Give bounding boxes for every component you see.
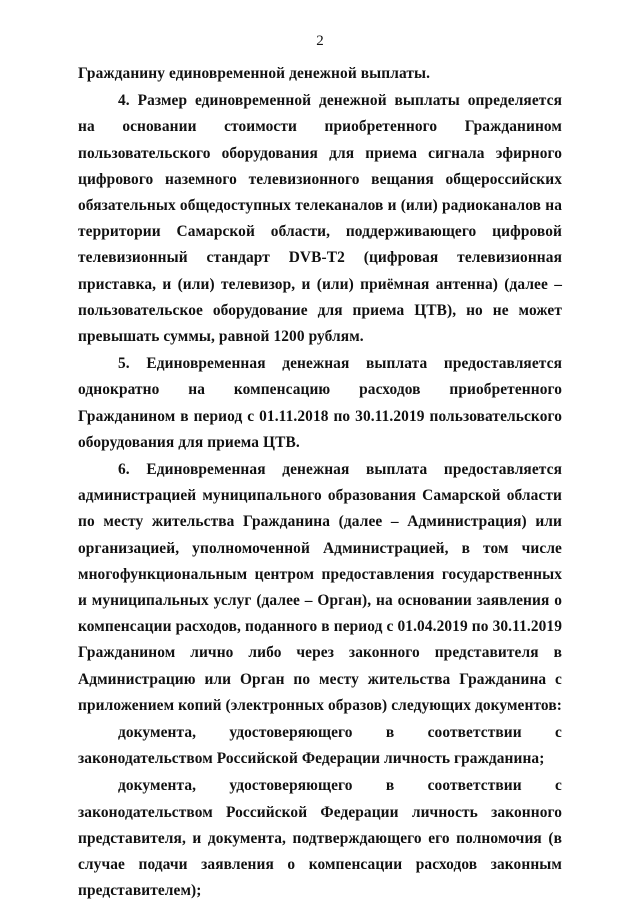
document-list-item-representative-id: документа, удостоверяющего в соответствии с законодательством Российской Федерации личность законного представителя, и документа, подтверждающего его полномочия (в случае подачи заявления о компенсации расходов законным представителем); — [78, 777, 562, 900]
document-body — [78, 61, 562, 905]
document-list-item-citizen-id: документа, удостоверяющего в соответствии с законодательством Российской Федерации личность гражданина; — [78, 724, 562, 768]
paragraph-continuation: Гражданину единовременной денежной выплаты. — [78, 65, 431, 82]
paragraph-item-4: 4. Размер единовременной денежной выплаты определяется на основании стоимости приобретенного Гражданином пользовательского оборудования для приема сигнала эфирного цифрового наземного телевизионного вещания общероссийских обязательных общедоступных телеканалов и (или) радиоканалов на территории Самарской области, поддерживающего цифровой телевизионный стандарт DVB-T2 (цифровая телевизионная приставка, и (или) телевизор, и (или) приёмная антенна) (далее – пользовательское оборудование для приема ЦТВ), но не может превышать суммы, равной 1200 рублям. — [78, 92, 562, 346]
paragraph-item-5: 5. Единовременная денежная выплата предоставляется однократно на компенсацию расходов приобретенного Гражданином в период с 01.11.2018 по 30.11.2019 пользовательского оборудования для приема ЦТВ. — [78, 355, 562, 451]
page-number: 2 — [316, 33, 324, 49]
paragraph-item-6: 6. Единовременная денежная выплата предоставляется администрацией муниципального образования Самарской области по месту жительства Гражданина (далее – Администрация) или организацией, уполномоченной Администрацией, в том числе многофункциональным центром предоставления государственных и муниципальных услуг (далее – Орган), на основании заявления о компенсации расходов, поданного в период с 01.04.2019 по 30.11.2019 Гражданином лично либо через законного представителя в Администрацию или Орган по месту жительства Гражданина с приложением копий (электронных образов) следующих документов: — [78, 461, 562, 714]
